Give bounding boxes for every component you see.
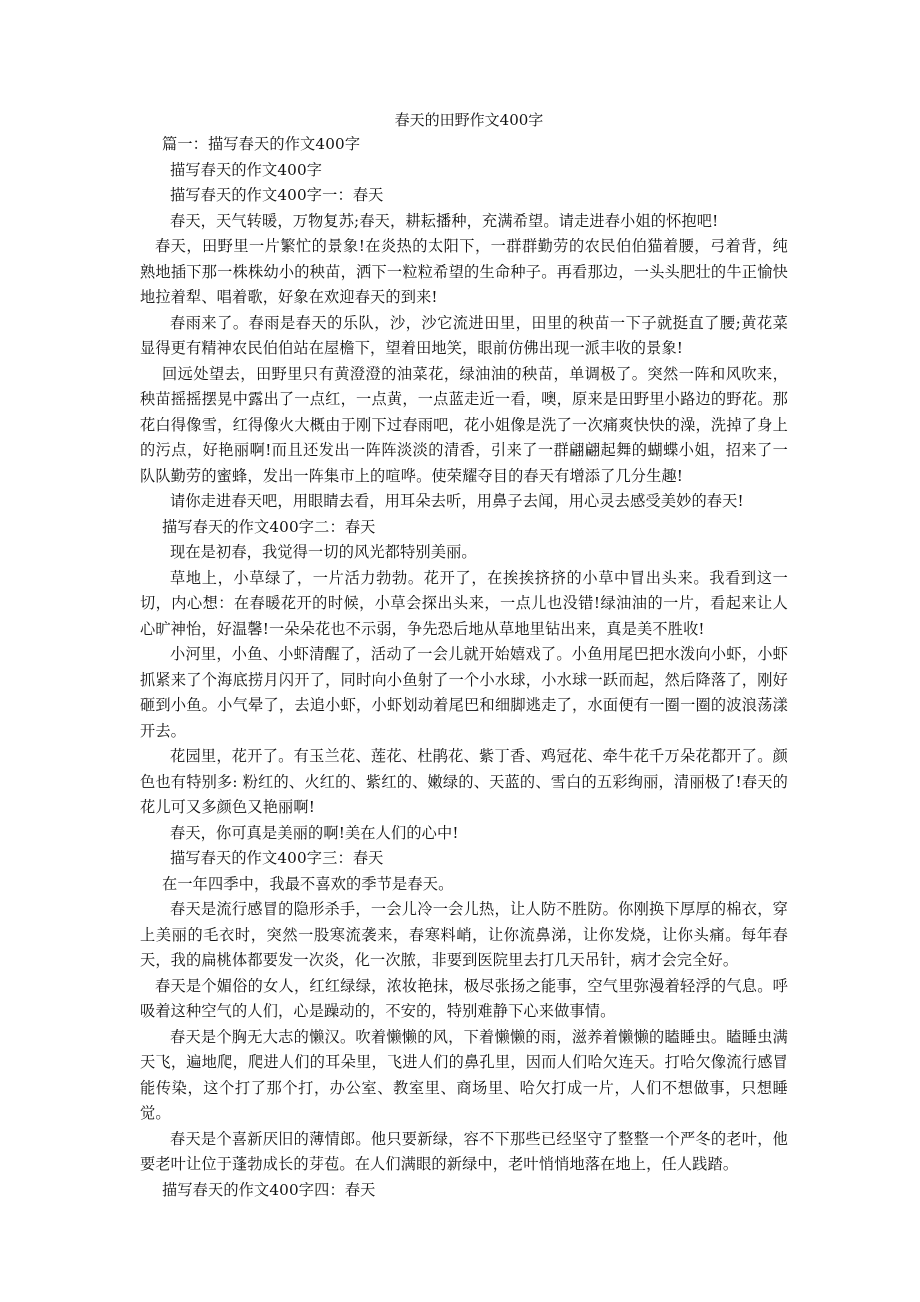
paragraph: 春天，天气转暖，万物复苏;春天，耕耘播种，充满希望。请走进春小姐的怀抱吧! xyxy=(170,211,719,230)
paragraph: 现在是初春，我觉得一切的风光都特别美丽。 xyxy=(170,543,477,561)
paragraph: 描写春天的作文400字一：春天 xyxy=(170,186,384,204)
document-page xyxy=(140,108,788,1203)
paragraph: 描写春天的作文400字二：春天 xyxy=(162,517,376,536)
paragraph: 春天是个胸无大志的懒汉。吹着懒懒的风，下着懒懒的雨，滋养着懒懒的瞌睡虫。瞌睡虫满天飞，遍地爬，爬进人们的耳朵里，飞进人们的鼻孔里，因而人们哈欠连天。打哈欠像流行感冒能传染，这个打了那个打，办公室、教室里、商场里、哈欠打成一片，人们不想做事，只想睡觉。 xyxy=(140,1027,788,1122)
paragraph: 描写春天的作文400字四：春天 xyxy=(162,1180,376,1199)
paragraph: 小河里，小鱼、小虾清醒了，活动了一会儿就开始嬉戏了。小鱼用尾巴把水泼向小虾，小虾抓紧来了个海底捞月闪开了，同时向小鱼射了一个小水球，小水球一跃而起，然后降落了，刚好砸到小鱼。小气晕了，去追小虾，小虾划动着尾巴和细脚逃走了，水面便有一圈一圈的波浪荡漾开去。 xyxy=(140,645,788,740)
paragraph: 春天，你可真是美丽的啊!美在人们的心中! xyxy=(170,823,459,842)
paragraph: 春天是个媚俗的女人，红红绿绿，浓妆艳抹，极尽张扬之能事，空气里弥漫着轻浮的气息。呼吸着这种空气的人们，心是躁动的，不安的，特别难静下心来做事情。 xyxy=(140,976,788,1020)
paragraph: 请你走进春天吧，用眼睛去看，用耳朵去听，用鼻子去闻，用心灵去感受美妙的春天! xyxy=(170,492,744,510)
paragraph: 花园里，花开了。有玉兰花、莲花、杜鹃花、紫丁香、鸡冠花、牵牛花千万朵花都开了。颜色也有特别多: 粉红的、火红的、紫红的、嫩绿的、天蓝的、雪白的五彩绚丽，清丽极了!春天的花儿可又多颜色又艳丽啊! xyxy=(140,747,788,816)
paragraph: 在一年四季中，我最不喜欢的季节是春天。 xyxy=(162,874,454,893)
paragraph: 春天是个喜新厌旧的薄情郎。他只要新绿，容不下那些已经坚守了整整一个严冬的老叶，他要老叶让位于蓬勃成长的芽苞。在人们满眼的新绿中，老叶悄悄地落在地上，任人践踏。 xyxy=(140,1129,788,1173)
paragraph: 回远处望去，田野里只有黄澄澄的油菜花，绿油油的秧苗，单调极了。突然一阵和风吹来，秧苗摇摇摆晃中露出了一点红，一点黄，一点蓝走近一看，噢，原来是田野里小路边的野花。那花白得像雪，红得像火大概由于刚下过春雨吧，花小姐像是洗了一次痛爽快快的澡，洗掉了身上的污点，好艳丽啊!而且还发出一阵阵淡淡的清香，引来了一群翩翩起舞的蝴蝶小姐，招来了一队队勤劳的蜜蜂，发出一阵集市上的喧哗。使荣耀夺目的春天有增添了几分生趣! xyxy=(140,364,788,485)
paragraph: 篇一：描写春天的作文400字 xyxy=(162,135,361,153)
paragraph: 草地上，小草绿了，一片活力勃勃。花开了，在挨挨挤挤的小草中冒出头来。我看到这一切，内心想：在春暖花开的时候，小草会探出头来，一点儿也没错!绿油油的一片，看起来让人心旷神怡，好温馨!一朵朵花也不示弱，争先恐后地从草地里钻出来，真是美不胜收! xyxy=(140,568,788,638)
paragraph: 春天，田野里一片繁忙的景象!在炎热的太阳下，一群群勤劳的农民伯伯猫着腰，弓着背，纯熟地插下那一株株幼小的秧苗，洒下一粒粒希望的生命种子。再看那边，一头头肥壮的牛正愉快地拉着犁、唱着歌，好象在欢迎春天的到来! xyxy=(140,237,788,306)
paragraph: 春雨来了。春雨是春天的乐队，沙，沙它流进田里，田里的秧苗一下子就挺直了腰;黄花菜显得更有精神农民伯伯站在屋檐下，望着田地笑，眼前仿佛出现一派丰收的景象! xyxy=(140,313,788,357)
document-title: 春天的田野作文400字 xyxy=(394,111,544,129)
paragraph: 描写春天的作文400字三：春天 xyxy=(170,849,384,867)
paragraph: 春天是流行感冒的隐形杀手，一会儿冷一会儿热，让人防不胜防。你刚换下厚厚的棉衣，穿上美丽的毛衣时，突然一股寒流袭来，春寒料峭，让你流鼻涕，让你发烧，让你头痛。每年春天，我的扁桃体都要发一次炎，化一次脓，非要到医院里去打几天吊针，病才会完全好。 xyxy=(140,900,788,969)
paragraph: 描写春天的作文400字 xyxy=(170,160,323,179)
